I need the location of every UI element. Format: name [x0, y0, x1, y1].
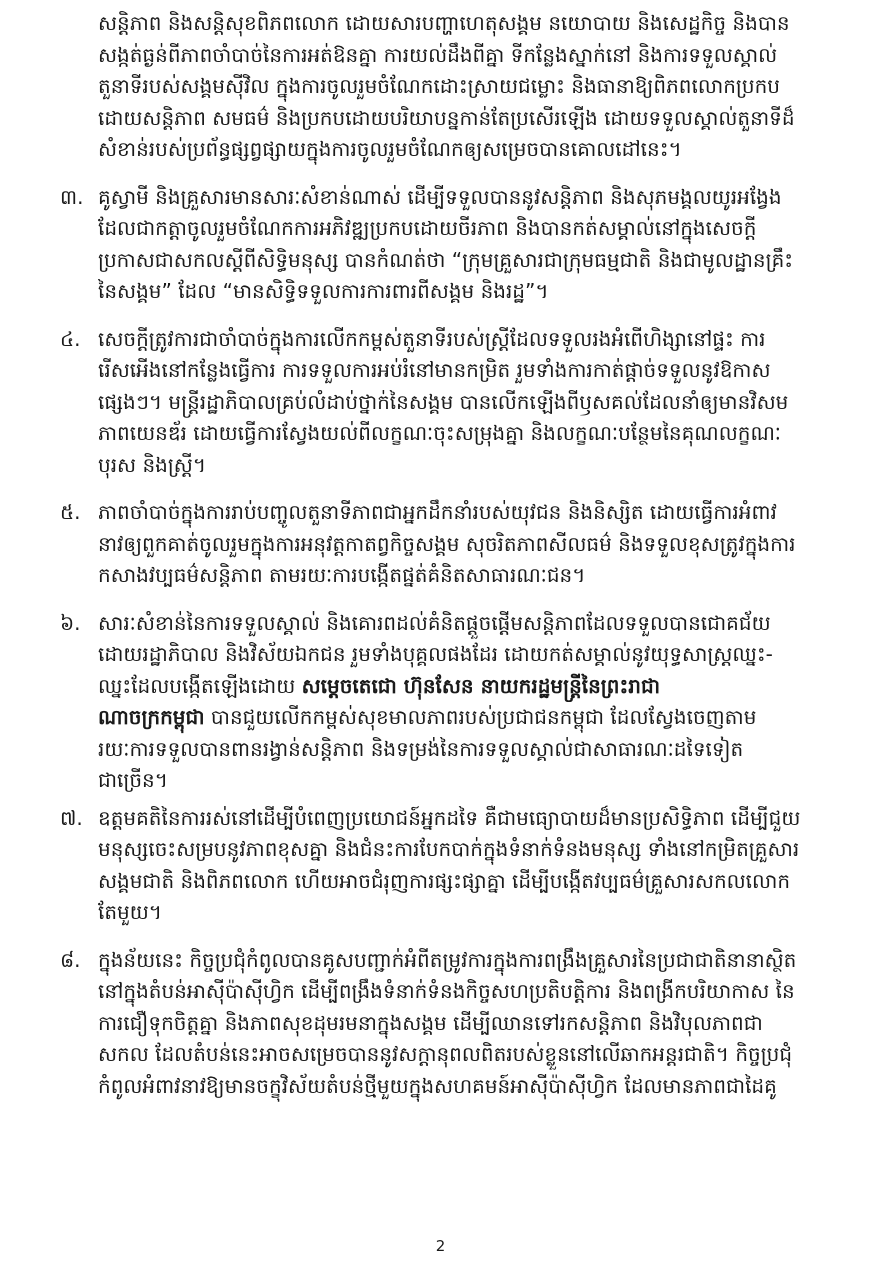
- text-line: សង្គមជាតិ និងពិភពលោក ហើយអាចជំរុញការផ្សះផ្សាគ្នា ដើម្បីបង្កើតវប្បធម៌គ្រួសារសកលលោក: [98, 868, 791, 893]
- text-line: ភាពចាំបាច់ក្នុងការរាប់បញ្ចូលតួនាទីភាពជាអ្នកដឹកនាំរបស់យុវជន និងនិស្សិត ដោយធ្វើការអំពាវ: [98, 500, 777, 524]
- item-number: ៤.: [60, 326, 81, 351]
- text-line: សន្តិភាព និងសន្តិសុខពិភពលោក ដោយសារបញ្ហាហេតុសង្គម នយោបាយ និងសេដ្ឋកិច្ច និងបាន: [98, 11, 790, 35]
- list-item-4: [60, 324, 821, 482]
- text-line: ឧត្តមគតិនៃការរស់នៅដើម្បីបំពេញប្រយោជន៍អ្នកដទៃ គឺជាមធ្យោបាយដ៏មានប្រសិទ្ធិភាព ដើម្បីជួយ: [98, 805, 801, 830]
- text-segment: បានជួយលើកកម្ពស់សុខមាលភាពរបស់ប្រជាជនកម្ពុជា ដែលស្វែងចេញតាម: [204, 705, 757, 729]
- text-line: សេចក្តីត្រូវការជាចាំបាច់ក្នុងការលើកកម្ពស់តួនាទីរបស់ស្ត្រីដែលទទួលរងអំពើហិង្សានៅផ្ទះ ការ: [98, 326, 766, 351]
- text-line: តែមួយ។: [98, 900, 162, 924]
- item-number: ៨.: [60, 947, 81, 972]
- list-item-8: [60, 945, 821, 1103]
- text-line: រើសអើងនៅកន្លែងធ្វើការ ការទទួលការអប់រំនៅមានកម្រិត រួមទាំងការកាត់ផ្តាច់ទទួលនូវឱកាស: [98, 358, 771, 382]
- bold-name-text: សម្តេចតេជោ ហ៊ុនសែន នាយករដ្ឋមន្ត្រីនៃព្រះរាជា: [301, 673, 660, 698]
- item-number: ៣.: [60, 184, 84, 209]
- text-line: គូស្វាមី និងគ្រួសារមានសារៈសំខាន់ណាស់ ដើម្បីទទួលបាននូវសន្តិភាព និងសុភមង្គលយូរអង្វែង: [98, 184, 782, 209]
- list-item-6: [60, 608, 821, 797]
- text-line: សង្កត់ធ្ងន់ពីភាពចាំបាច់នៃការអត់ឱនគ្នា ការយល់ដឹងពីគ្នា ទីកន្លែងស្នាក់នៅ និងការទទួលស្គាល់: [98, 42, 778, 67]
- text-line: នៅក្នុងតំបន់អាស៊ីប៉ាស៊ីហ្វិក ដើម្បីពង្រឹងទំនាក់ទំនងកិច្ចសហប្រតិបត្តិការ និងពង្រីកបរិយាកាស នៃ: [98, 979, 795, 1003]
- text-line: សកល ដែលតំបន់នេះអាចសម្រេចបាននូវសក្តានុពលពិតរបស់ខ្លួននៅលើឆាកអន្តរជាតិ។ កិច្ចប្រជុំ: [98, 1042, 793, 1066]
- item-number: ៧.: [60, 805, 83, 830]
- text-line: កំពូលអំពាវនាវឱ្យមានចក្ខុវិស័យតំបន់ថ្មីមួយក្នុងសហគមន៍អាស៊ីប៉ាស៊ីហ្វិក ដែលមានភាពជាដៃគូ: [98, 1073, 777, 1098]
- list-item-7: [60, 803, 821, 929]
- text-line: ការជឿទុកចិត្តគ្នា និងភាពសុខដុមរមនាក្នុងសង្គម ដើម្បីឈានទៅរកសន្តិភាព និងវិបុលភាពជា: [98, 1010, 763, 1035]
- text-line: ដោយសន្តិភាព សមធម៌ និងប្រកបដោយបរិយាបន្នកាន់តែប្រសើរឡើង ដោយទទួលស្គាល់តួនាទីដ៏: [98, 105, 795, 130]
- item-number: ៦.: [60, 610, 81, 635]
- text-line: បុរស និងស្ត្រី។: [98, 452, 207, 477]
- text-line: សារៈសំខាន់នៃការទទួលស្គាល់ និងគោរពដល់គំនិតផ្តួចផ្តើមសន្តិភាពដែលទទួលបានជោគជ័យ: [98, 610, 771, 635]
- text-line: ដែលជាកត្តាចូលរួមចំណែកការអភិវឌ្ឍប្រកបដោយចីរភាព និងបានកត់សម្គាល់នៅក្នុងសេចក្តី: [98, 216, 757, 240]
- text-line: ក្នុងន័យនេះ កិច្ចប្រជុំកំពូលបានគូសបញ្ជាក់អំពីតម្រូវការក្នុងការពង្រឹងគ្រួសារនៃប្រជាជាតិនានាស្ថិត: [98, 947, 797, 972]
- text-line: ប្រកាសជាសកលស្តីពីសិទ្ធិមនុស្ស បានកំណត់ថា “ក្រុមគ្រួសារជាក្រុមធម្មជាតិ និងជាមូលដ្ឋានគ្រឹះ: [98, 247, 794, 272]
- text-line: [98, 671, 821, 703]
- text-line: ដោយរដ្ឋាភិបាល និងវិស័យឯកជន រួមទាំងបុគ្គលផងដែរ ដោយកត់សម្គាល់នូវយុទ្ធសាស្ត្រឈ្នះ-: [98, 642, 773, 666]
- item-number: ៥.: [60, 500, 81, 524]
- text-line: សំខាន់របស់ប្រព័ន្ធផ្សព្វផ្សាយក្នុងការចូលរួមចំណែកឲ្យសម្រេចបានគោលដៅនេះ។: [98, 137, 682, 161]
- intro-paragraph: [60, 8, 821, 166]
- text-line: នៃសង្គម” ដែល “មានសិទ្ធិទទួលការការពារពីសង្គម និងរដ្ឋ”។: [98, 279, 549, 303]
- bold-name-text: ណាចក្រកម្ពុជា: [98, 705, 205, 729]
- text-segment: ឈ្នះដែលបង្កើតឡើងដោយ: [98, 673, 296, 698]
- text-line: [98, 702, 821, 734]
- text-line: ផ្សេងៗ។ មន្ត្រីរដ្ឋាភិបាលគ្រប់លំដាប់ថ្នាក់នៃសង្គម បានលើកឡើងពីឫសគល់ដែលនាំឲ្យមានវិសម: [98, 389, 789, 414]
- text-line: ភាពយេនឌ័រ ដោយធ្វើការស្វែងយល់ពីលក្ខណៈចុះសម្រុងគ្នា និងលក្ខណៈបន្ថែមនៃគុណលក្ខណៈ: [98, 421, 781, 445]
- page-number: 2: [435, 1237, 446, 1255]
- text-line: កសាងវប្បធម៌សន្តិភាព តាមរយៈការបង្កើតផ្នត់គំនិតសាធារណៈជន។: [98, 563, 586, 587]
- text-line: តួនាទីរបស់សង្គមស៊ីវិល ក្នុងការចូលរួមចំណែកដោះស្រាយជម្លោះ និងធានាឱ្យពិភពលោកប្រកប: [98, 74, 780, 98]
- list-item-3: [60, 182, 821, 308]
- text-line: មនុស្សចេះសម្របនូវភាពខុសគ្នា និងជំនះការបែកបាក់ក្នុងទំនាក់ទំនងមនុស្ស ទាំងនៅកម្រិតគ្រួសារ: [98, 837, 800, 861]
- list-item-5: [60, 497, 821, 592]
- text-line: នាវឲ្យពួកគាត់ចូលរួមក្នុងការអនុវត្តកាតព្វកិច្ចសង្គម សុចរិតភាពសីលធម៌ និងទទួលខុសត្រូវក្នុងការ: [98, 531, 796, 556]
- text-line: រយៈការទទួលបានពានរង្វាន់សន្តិភាព និងទម្រង់នៃការទទួលស្គាល់ជាសាធារណៈដទៃទៀត: [98, 736, 744, 761]
- text-line: ជាច្រើន។: [98, 768, 168, 792]
